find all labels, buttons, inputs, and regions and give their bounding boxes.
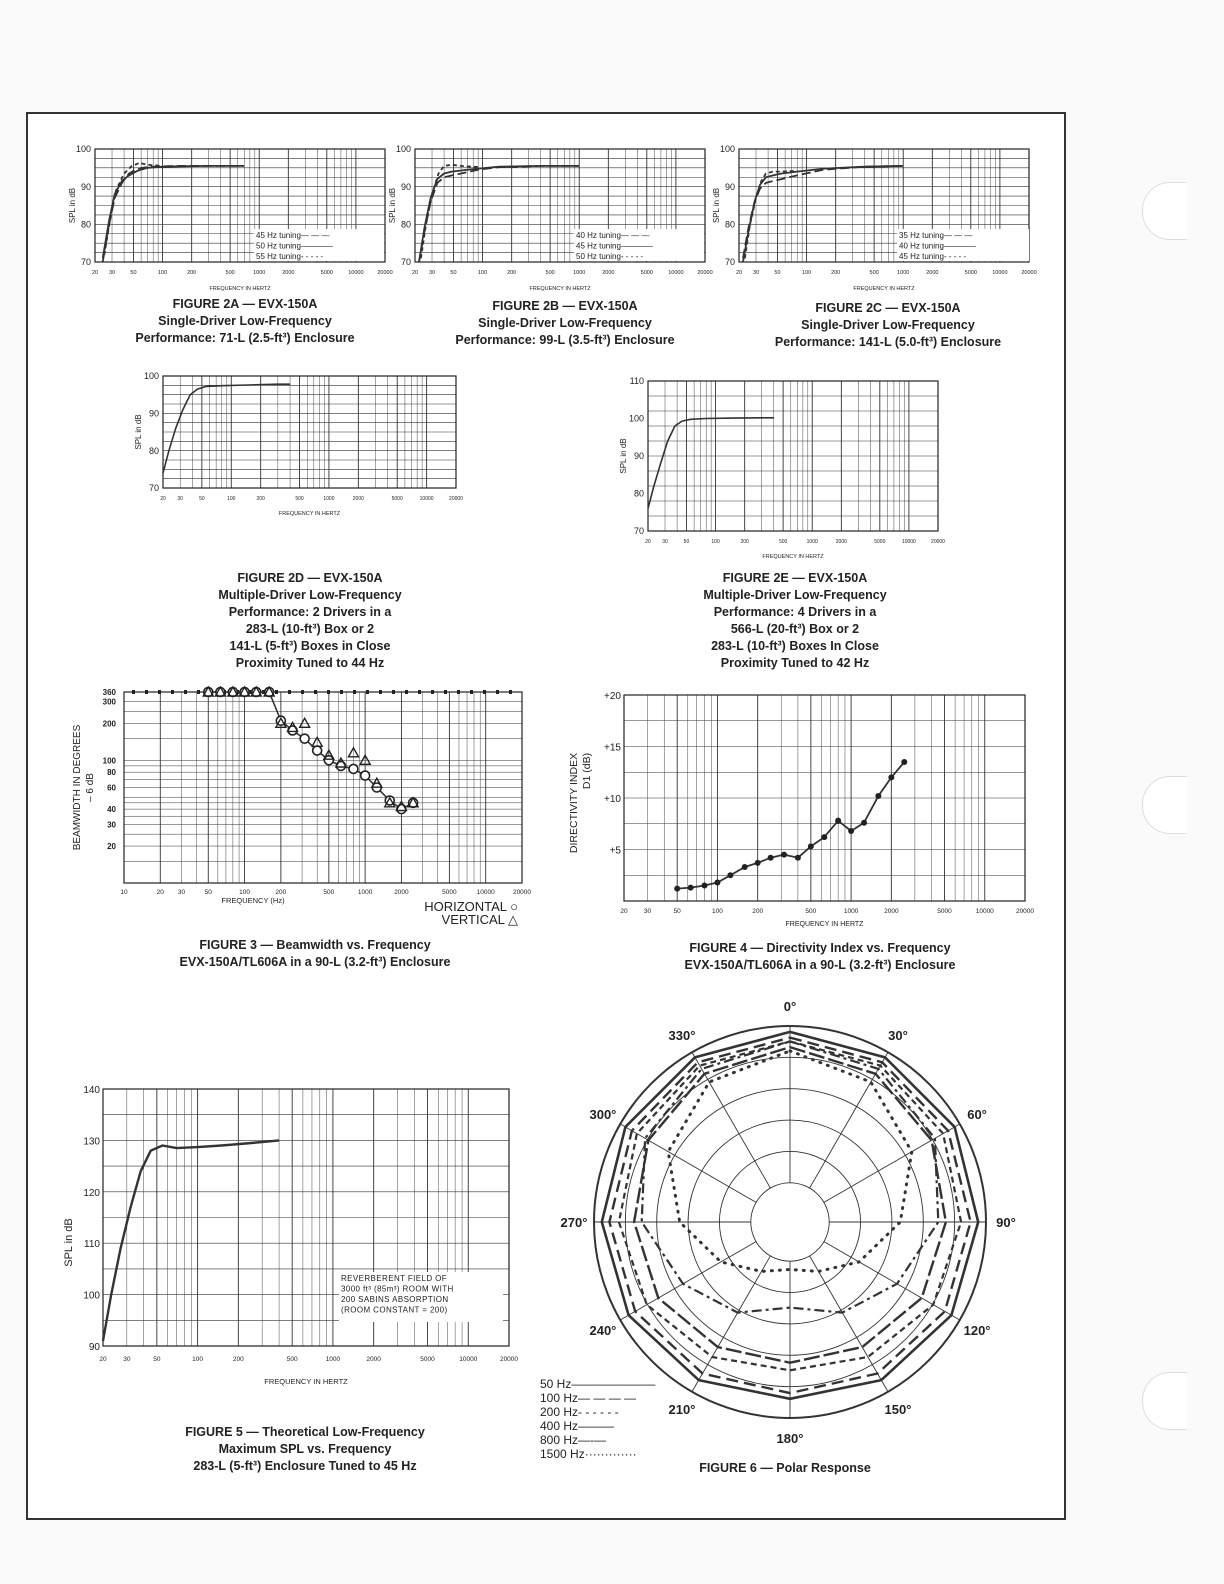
fig5-annotation-line: (ROOM CONSTANT = 200) bbox=[341, 1305, 448, 1315]
fig3-boundary-mark bbox=[509, 690, 512, 694]
fig2b-xtick-label: 200 bbox=[507, 270, 517, 276]
fig5-ytick-label: 90 bbox=[88, 1342, 100, 1353]
fig2c-chart bbox=[712, 144, 1037, 292]
fig5-ytick-label: 100 bbox=[83, 1290, 100, 1302]
fig2b-xtick-label: 1000 bbox=[573, 270, 586, 276]
fig2e-xtick-label: 100 bbox=[711, 539, 720, 545]
fig3-horizontal-point bbox=[349, 764, 358, 773]
fig2b-ylabel: SPL in dB bbox=[388, 187, 397, 224]
fig2c-series-line bbox=[743, 166, 903, 258]
fig2a-xtick-label: 200 bbox=[187, 270, 197, 276]
fig6-legend-entry: 200 Hz- - - - - - bbox=[540, 1405, 619, 1419]
fig3-boundary-mark bbox=[145, 690, 148, 694]
figure-5-caption bbox=[150, 1424, 460, 1475]
fig4-xlabel: FREQUENCY IN HERTZ bbox=[785, 921, 864, 928]
fig2d-xtick-label: 5000 bbox=[391, 496, 403, 502]
fig2b-ytick-label: 70 bbox=[400, 257, 411, 268]
fig6-angle-label: 30° bbox=[888, 1027, 908, 1043]
figure-2e-line4: 283-L (10-ft³) Boxes In Close bbox=[711, 639, 879, 653]
fig2d-ylabel: SPL in dB bbox=[134, 414, 143, 450]
figure-6-caption bbox=[680, 1460, 890, 1477]
fig2d-xtick-label: 2000 bbox=[352, 496, 364, 502]
fig2b-xtick-label: 20000 bbox=[697, 270, 713, 276]
fig2a-legend-entry: 45 Hz tuning— — — bbox=[256, 231, 330, 240]
fig5-xtick-label: 500 bbox=[286, 1356, 298, 1363]
fig4-data-point bbox=[835, 818, 841, 824]
figure-5-line1: Maximum SPL vs. Frequency bbox=[218, 1442, 392, 1456]
fig5-ylabel: SPL in dB bbox=[63, 1218, 75, 1267]
fig5-xlabel: FREQUENCY IN HERTZ bbox=[264, 1377, 348, 1386]
fig2a-xtick-label: 20000 bbox=[377, 270, 393, 276]
fig4-ytick-label: +10 bbox=[604, 794, 621, 805]
fig2e-xtick-label: 1000 bbox=[806, 539, 818, 545]
fig2b-xtick-label: 50 bbox=[450, 270, 457, 276]
fig2e-ytick-label: 100 bbox=[628, 413, 644, 424]
fig2d-xtick-label: 30 bbox=[177, 496, 183, 502]
fig4-data-point bbox=[848, 828, 854, 834]
figure-4-caption bbox=[640, 940, 1000, 974]
fig6-legend-entry: 100 Hz— — — — bbox=[540, 1391, 637, 1405]
fig4-xtick-label: 20000 bbox=[1015, 908, 1035, 915]
fig2c-xtick-label: 20 bbox=[735, 270, 743, 276]
fig3-boundary-mark bbox=[197, 690, 200, 694]
fig3-ytick-label: 360 bbox=[102, 688, 116, 697]
fig3-boundary-mark bbox=[314, 690, 317, 694]
fig2a-xtick-label: 5000 bbox=[320, 270, 333, 276]
fig2b-ytick-label: 90 bbox=[400, 181, 411, 192]
fig2a-xlabel: FREQUENCY IN HERTZ bbox=[209, 286, 271, 292]
fig3-boundary-mark bbox=[457, 690, 460, 694]
fig2b-xtick-label: 30 bbox=[428, 270, 436, 276]
fig2c-legend-entry: 40 Hz tuning———— bbox=[899, 241, 976, 251]
fig2e-xlabel: FREQUENCY IN HERTZ bbox=[762, 554, 824, 560]
figure-2d-line5: Proximity Tuned to 44 Hz bbox=[235, 656, 385, 670]
fig4-data-point bbox=[674, 886, 680, 892]
fig2b-xtick-label: 500 bbox=[545, 270, 555, 276]
fig5-ytick-label: 110 bbox=[84, 1239, 100, 1251]
fig2c-xtick-label: 5000 bbox=[964, 270, 977, 276]
fig2a-ylabel: SPL in dB bbox=[68, 187, 77, 224]
fig2b-xtick-label: 2000 bbox=[602, 270, 615, 276]
fig2e-ylabel: SPL in dB bbox=[619, 438, 628, 474]
fig5-xtick-label: 100 bbox=[192, 1356, 204, 1363]
fig3-ytick-label: 300 bbox=[102, 697, 116, 707]
fig5-ytick-label: 130 bbox=[83, 1136, 100, 1148]
fig4-ylabel-sub: D1 (dB) bbox=[581, 752, 593, 790]
fig2b-legend-entry: 40 Hz tuning— — — bbox=[576, 231, 650, 240]
fig2a-ytick-label: 80 bbox=[80, 219, 91, 230]
figure-3-title: FIGURE 3 — Beamwidth vs. Frequency bbox=[199, 938, 431, 952]
fig4-data-point bbox=[727, 872, 733, 878]
fig6-angle-label: 240° bbox=[589, 1323, 617, 1338]
fig4-xtick-label: 2000 bbox=[884, 908, 899, 915]
fig2d-ytick-label: 70 bbox=[148, 483, 159, 494]
fig4-data-point bbox=[795, 855, 801, 861]
fig2b-xlabel: FREQUENCY IN HERTZ bbox=[529, 286, 591, 292]
fig2d-xlabel: FREQUENCY IN HERTZ bbox=[278, 511, 341, 517]
fig5-xtick-label: 50 bbox=[153, 1356, 161, 1363]
fig3-boundary-mark bbox=[483, 690, 486, 694]
fig5-annotation-line: 200 SABINS ABSORPTION bbox=[341, 1295, 449, 1304]
fig4-data-point bbox=[808, 843, 814, 849]
fig4-xtick-label: 5000 bbox=[937, 908, 952, 915]
fig6-legend-entry: 50 Hz——————— bbox=[540, 1377, 656, 1391]
fig3-boundary-mark bbox=[158, 690, 161, 694]
fig3-ytick-label: 20 bbox=[107, 842, 116, 852]
fig6-legend-entry: 1500 Hz············· bbox=[540, 1447, 637, 1461]
fig2d-xtick-label: 10000 bbox=[419, 496, 434, 502]
fig6-angle-label: 300° bbox=[589, 1107, 617, 1122]
fig3-boundary-mark bbox=[470, 690, 473, 694]
fig4-xtick-label: 1000 bbox=[843, 908, 859, 915]
fig2b-xtick-label: 5000 bbox=[640, 270, 653, 276]
figure-2e-line3: 566-L (20-ft³) Box or 2 bbox=[730, 622, 860, 636]
fig2c-xlabel: FREQUENCY IN HERTZ bbox=[853, 286, 915, 292]
figure-2c-line1: Single-Driver Low-Frequency bbox=[801, 318, 975, 332]
fig5-xtick-label: 20000 bbox=[499, 1356, 519, 1363]
fig2a-xtick-label: 100 bbox=[157, 270, 168, 276]
fig2d-ytick-label: 90 bbox=[148, 408, 159, 419]
fig2a-ytick-label: 70 bbox=[80, 257, 91, 268]
fig4-data-point bbox=[755, 860, 761, 866]
fig4-xtick-label: 20 bbox=[620, 908, 628, 915]
fig3-xtick-label: 30 bbox=[177, 889, 186, 896]
fig3-ylabel: BEAMWIDTH IN DEGREES bbox=[72, 724, 83, 851]
fig3-xtick-label: 50 bbox=[204, 889, 212, 896]
figure-2e-title: FIGURE 2E — EVX-150A bbox=[722, 571, 868, 585]
fig6-legend-entry: 800 Hz—-— bbox=[540, 1433, 607, 1447]
fig4-xtick-label: 50 bbox=[673, 908, 681, 915]
fig3-horizontal-point bbox=[300, 734, 309, 743]
figure-2a-title: FIGURE 2A — EVX-150A bbox=[172, 297, 318, 311]
figure-2b-caption bbox=[430, 298, 700, 349]
fig2c-ylabel: SPL in dB bbox=[712, 187, 721, 224]
figure-2c-line2: Performance: 141-L (5.0-ft³) Enclosure bbox=[774, 335, 1002, 349]
fig4-data-point bbox=[888, 774, 894, 780]
fig2b-xtick-label: 20 bbox=[411, 270, 419, 276]
figure-2b-title: FIGURE 2B — EVX-150A bbox=[492, 299, 638, 313]
fig2e-xtick-label: 10000 bbox=[901, 539, 916, 545]
fig2b-series-line bbox=[419, 166, 579, 262]
fig4-ytick-label: +15 bbox=[604, 742, 621, 754]
fig3-boundary-mark bbox=[392, 690, 395, 694]
fig4-data-point bbox=[901, 759, 907, 765]
fig4-data-point bbox=[714, 879, 720, 885]
fig5-xtick-label: 10000 bbox=[459, 1356, 478, 1363]
fig3-chart bbox=[72, 687, 531, 927]
fig6-angle-label: 0° bbox=[783, 999, 797, 1014]
fig2e-ytick-label: 70 bbox=[633, 526, 644, 537]
fig4-data-point bbox=[688, 885, 694, 891]
figure-5-line2: 283-L (5-ft³) Enclosure Tuned to 45 Hz bbox=[193, 1459, 417, 1473]
fig2c-ytick-label: 70 bbox=[724, 257, 735, 268]
fig2c-xtick-label: 2000 bbox=[926, 270, 939, 276]
fig3-xtick-label: 10000 bbox=[476, 889, 495, 896]
fig3-boundary-mark bbox=[366, 690, 369, 694]
fig2c-series-line bbox=[745, 171, 797, 258]
fig4-data-point bbox=[875, 793, 881, 799]
fig5-ytick-label: 120 bbox=[83, 1187, 100, 1199]
fig3-xtick-label: 100 bbox=[239, 889, 250, 896]
fig2c-xtick-label: 50 bbox=[774, 270, 781, 276]
fig3-ytick-label: 80 bbox=[107, 768, 116, 778]
fig4-xtick-label: 10000 bbox=[975, 908, 994, 915]
fig2e-ytick-label: 110 bbox=[629, 376, 644, 387]
fig3-ytick-label: 200 bbox=[102, 719, 116, 729]
fig4-data-point bbox=[781, 852, 787, 858]
fig6-angle-label: 60° bbox=[967, 1107, 987, 1122]
fig3-ytick-label: 30 bbox=[107, 820, 116, 830]
fig4-data-point bbox=[701, 883, 707, 889]
fig3-boundary-mark bbox=[340, 690, 343, 694]
fig2c-legend-entry: 45 Hz tuning- - - - - bbox=[899, 252, 967, 261]
fig2e-series-line bbox=[648, 418, 774, 509]
fig3-boundary-mark bbox=[444, 690, 447, 694]
fig5-xtick-label: 2000 bbox=[366, 1356, 381, 1363]
fig6-angle-label: 150° bbox=[884, 1402, 912, 1418]
fig3-boundary-mark bbox=[171, 690, 174, 694]
fig6-angle-label: 210° bbox=[668, 1402, 696, 1418]
fig2e-xtick-label: 2000 bbox=[835, 539, 847, 545]
fig2e-ytick-label: 80 bbox=[633, 488, 644, 499]
fig2d-xtick-label: 20 bbox=[160, 496, 166, 502]
fig2e-xtick-label: 50 bbox=[683, 539, 690, 545]
figure-2c-caption bbox=[748, 300, 1028, 351]
fig2d-ytick-label: 100 bbox=[143, 371, 159, 382]
fig2c-legend-entry: 35 Hz tuning— — — bbox=[899, 231, 973, 240]
figure-2d-caption bbox=[180, 570, 440, 672]
fig3-xtick-label: 20 bbox=[156, 889, 164, 896]
fig2b-ytick-label: 80 bbox=[400, 219, 411, 230]
fig2c-ytick-label: 80 bbox=[724, 219, 735, 230]
figure-2d-line4: 141-L (5-ft³) Boxes in Close bbox=[229, 639, 391, 653]
fig4-data-point bbox=[768, 855, 774, 861]
fig4-xtick-label: 30 bbox=[643, 908, 652, 915]
fig2a-xtick-label: 10000 bbox=[348, 270, 364, 276]
fig5-series-line bbox=[103, 1140, 279, 1341]
figure-2b-line2: Performance: 99-L (3.5-ft³) Enclosure bbox=[455, 333, 675, 347]
fig2b-chart bbox=[388, 144, 713, 292]
fig5-xtick-label: 200 bbox=[232, 1356, 244, 1363]
fig3-horizontal-point bbox=[313, 746, 322, 755]
fig3-xtick-label: 5000 bbox=[442, 889, 457, 896]
fig4-ylabel: DIRECTIVITY INDEX bbox=[568, 752, 580, 854]
fig3-vertical-point bbox=[300, 718, 310, 727]
figure-4-title: FIGURE 4 — Directivity Index vs. Frequency bbox=[689, 941, 951, 955]
fig2c-xtick-label: 30 bbox=[752, 270, 760, 276]
figure-2d-title: FIGURE 2D — EVX-150A bbox=[237, 571, 383, 585]
fig5-annotation-line: REVERBERENT FIELD OF bbox=[341, 1274, 448, 1283]
fig2a-ytick-label: 90 bbox=[80, 181, 91, 192]
figure-2e-line1: Multiple-Driver Low-Frequency bbox=[703, 588, 887, 602]
fig3-legend-vertical: VERTICAL △ bbox=[441, 912, 518, 927]
fig2a-xtick-label: 30 bbox=[108, 270, 116, 276]
fig2e-xtick-label: 20 bbox=[645, 539, 651, 545]
fig5-ytick-label: 140 bbox=[83, 1085, 100, 1096]
fig3-xtick-label: 200 bbox=[275, 889, 287, 896]
fig2a-legend-entry: 50 Hz tuning———— bbox=[256, 241, 333, 251]
figure-2d-line3: 283-L (10-ft³) Box or 2 bbox=[245, 622, 375, 636]
fig2c-xtick-label: 1000 bbox=[897, 270, 910, 276]
fig4-ytick-label: +5 bbox=[609, 845, 621, 857]
fig4-xtick-label: 200 bbox=[752, 908, 764, 915]
fig3-ylabel-sub: – 6 dB bbox=[85, 773, 96, 802]
fig4-chart bbox=[568, 691, 1034, 928]
fig2a-xtick-label: 1000 bbox=[253, 270, 266, 276]
fig2a-chart bbox=[68, 144, 393, 292]
fig2e-xtick-label: 20000 bbox=[931, 539, 945, 545]
fig2d-chart bbox=[134, 371, 463, 517]
fig2c-series-line bbox=[743, 166, 903, 262]
fig6-chart bbox=[540, 999, 1016, 1461]
fig2e-xtick-label: 5000 bbox=[874, 539, 886, 545]
fig2a-xtick-label: 20 bbox=[91, 270, 99, 276]
fig6-angle-label: 270° bbox=[560, 1215, 588, 1230]
fig3-xtick-label: 2000 bbox=[394, 889, 409, 896]
fig4-xtick-label: 100 bbox=[711, 908, 723, 915]
fig4-ytick-label: +20 bbox=[604, 691, 621, 702]
fig3-boundary-mark bbox=[301, 690, 304, 694]
fig2b-legend-entry: 50 Hz tuning- - - - - bbox=[576, 252, 644, 261]
fig3-boundary-mark bbox=[327, 690, 330, 694]
fig2b-series-line bbox=[421, 165, 478, 258]
fig3-boundary-mark bbox=[288, 690, 291, 694]
fig2b-xtick-label: 10000 bbox=[668, 270, 684, 276]
fig4-xtick-label: 500 bbox=[805, 908, 817, 915]
fig2d-xtick-label: 200 bbox=[256, 496, 265, 502]
fig2a-xtick-label: 2000 bbox=[282, 270, 295, 276]
fig6-ring bbox=[751, 1183, 829, 1261]
fig2a-legend-entry: 55 Hz tuning- - - - - bbox=[256, 252, 324, 261]
fig2e-xtick-label: 30 bbox=[662, 539, 668, 545]
fig2d-xtick-label: 1000 bbox=[323, 496, 335, 502]
fig3-xtick-label: 500 bbox=[323, 889, 335, 896]
fig3-ytick-label: 60 bbox=[107, 783, 116, 793]
fig2e-xtick-label: 500 bbox=[778, 539, 788, 545]
fig2a-xtick-label: 500 bbox=[225, 270, 235, 276]
fig6-angle-label: 330° bbox=[668, 1027, 696, 1043]
fig2c-xtick-label: 200 bbox=[831, 270, 841, 276]
figure-2d-line2: Performance: 2 Drivers in a bbox=[228, 605, 392, 619]
fig2c-ytick-label: 90 bbox=[724, 181, 735, 192]
fig3-horizontal-point bbox=[361, 771, 370, 780]
figure-2e-line5: Proximity Tuned to 42 Hz bbox=[720, 656, 870, 670]
figure-2c-title: FIGURE 2C — EVX-150A bbox=[815, 301, 961, 315]
fig6-angle-label: 120° bbox=[963, 1323, 991, 1338]
figure-2b-line1: Single-Driver Low-Frequency bbox=[478, 316, 652, 330]
fig2c-xtick-label: 20000 bbox=[1021, 270, 1037, 276]
figure-2a-line2: Performance: 71-L (2.5-ft³) Enclosure bbox=[135, 331, 355, 345]
fig2d-xtick-label: 20000 bbox=[449, 496, 463, 502]
fig5-xtick-label: 30 bbox=[123, 1356, 131, 1363]
figure-6-title: FIGURE 6 — Polar Response bbox=[699, 1461, 871, 1475]
fig2b-xtick-label: 100 bbox=[477, 270, 488, 276]
figure-2d-line1: Multiple-Driver Low-Frequency bbox=[218, 588, 402, 602]
fig6-angle-label: 90° bbox=[996, 1215, 1016, 1230]
fig3-xtick-label: 10 bbox=[120, 889, 128, 896]
fig2d-xtick-label: 50 bbox=[199, 496, 205, 502]
fig2b-legend-entry: 45 Hz tuning———— bbox=[576, 241, 653, 251]
fig5-xtick-label: 1000 bbox=[325, 1356, 341, 1363]
figure-3-line1: EVX-150A/TL606A in a 90-L (3.2-ft³) Enclosure bbox=[179, 955, 451, 969]
fig3-boundary-mark bbox=[418, 690, 421, 694]
fig3-boundary-mark bbox=[405, 690, 408, 694]
fig2e-chart bbox=[619, 376, 945, 560]
fig3-xtick-label: 1000 bbox=[357, 889, 373, 896]
fig2d-xtick-label: 500 bbox=[295, 496, 304, 502]
fig6-legend-entry: 400 Hz——— bbox=[540, 1419, 615, 1433]
fig3-ytick-label: 100 bbox=[102, 756, 116, 766]
figure-3-caption bbox=[150, 937, 480, 971]
fig2b-ytick-label: 100 bbox=[395, 144, 411, 155]
fig3-xlabel: FREQUENCY (Hz) bbox=[221, 896, 285, 905]
fig3-boundary-mark bbox=[184, 690, 187, 694]
fig4-data-point bbox=[861, 820, 867, 826]
fig3-legend-horizontal: HORIZONTAL ○ bbox=[424, 899, 518, 914]
fig2a-xtick-label: 50 bbox=[130, 270, 137, 276]
fig2e-ytick-label: 90 bbox=[633, 451, 644, 462]
fig3-boundary-mark bbox=[379, 690, 382, 694]
fig2a-ytick-label: 100 bbox=[75, 144, 91, 155]
fig3-boundary-mark bbox=[275, 690, 278, 694]
fig3-boundary-mark bbox=[353, 690, 356, 694]
figure-2e-line2: Performance: 4 Drivers in a bbox=[713, 605, 877, 619]
fig5-xtick-label: 5000 bbox=[420, 1356, 435, 1363]
fig2c-xtick-label: 10000 bbox=[992, 270, 1008, 276]
fig5-annotation-line: 3000 ft³ (85m³) ROOM WITH bbox=[341, 1284, 454, 1294]
fig3-boundary-mark bbox=[132, 690, 135, 694]
fig4-data-point bbox=[742, 864, 748, 870]
fig2b-series-line bbox=[419, 166, 579, 262]
figure-5-title: FIGURE 5 — Theoretical Low-Frequency bbox=[185, 1425, 425, 1439]
fig5-chart bbox=[63, 1085, 518, 1386]
figure-2e-caption bbox=[660, 570, 930, 672]
fig6-angle-label: 180° bbox=[776, 1431, 804, 1446]
figure-2a-caption bbox=[110, 296, 380, 347]
fig2c-xtick-label: 500 bbox=[869, 270, 879, 276]
fig2c-xtick-label: 100 bbox=[801, 270, 812, 276]
fig2d-ytick-label: 80 bbox=[148, 445, 159, 456]
fig3-boundary-mark bbox=[496, 690, 499, 694]
fig4-data-point bbox=[821, 834, 827, 840]
fig2e-xtick-label: 200 bbox=[740, 539, 749, 545]
fig3-boundary-mark bbox=[431, 690, 434, 694]
fig5-xtick-label: 20 bbox=[99, 1356, 107, 1363]
fig2c-ytick-label: 100 bbox=[719, 144, 735, 155]
fig2d-xtick-label: 100 bbox=[227, 496, 236, 502]
fig3-ytick-label: 40 bbox=[107, 805, 116, 815]
fig3-xtick-label: 20000 bbox=[512, 889, 532, 896]
figure-4-line1: EVX-150A/TL606A in a 90-L (3.2-ft³) Enclosure bbox=[684, 958, 956, 972]
figure-2a-line1: Single-Driver Low-Frequency bbox=[158, 314, 332, 328]
